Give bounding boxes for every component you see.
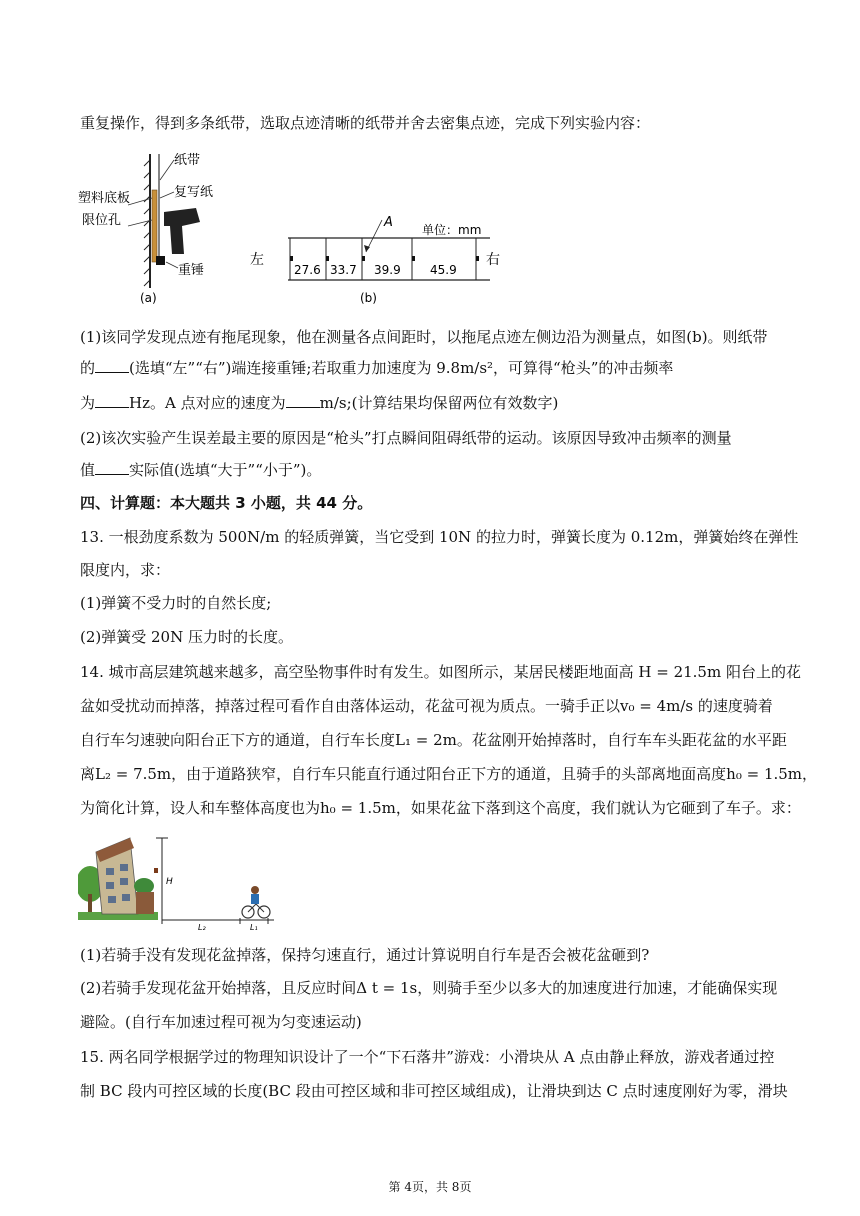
q14-line4: 离L₂ = 7.5m，由于道路狭窄，自行车只能直行通过阳台正下方的通道，且骑手的头部离地面高度h₀ = 1.5m， — [80, 765, 818, 783]
fig-a-label-zhidai: 纸带 — [174, 153, 201, 168]
fig-b-value-3: 39.9 — [374, 263, 401, 277]
q12-part2-line1: (2)该次实验产生误差最主要的原因是“枪头”打点瞬间阻碍纸带的运动。该原因导致冲击频率的测量 — [80, 429, 732, 447]
fig-a-label-fuxiezhi: 复写纸 — [174, 185, 214, 200]
q15-line2: 制 BC 段内可控区域的长度(BC 段由可控区域和非可控区域组成)，让滑块到达 C 点时速度刚好为零，滑块 — [80, 1082, 788, 1100]
q12-part2-line2-b: 实际值(选填“大于”“小于”)。 — [129, 461, 322, 479]
q14-line3: 自行车匀速驶向阳台正下方的通道，自行车长度L₁ = 2m。花盆刚开始掉落时，自行车车头距花盆的水平距 — [80, 731, 787, 749]
figure-a-apparatus — [78, 150, 248, 310]
answer-blank-4[interactable] — [95, 460, 129, 475]
intro-text: 重复操作，得到多条纸带，选取点迹清晰的纸带并舍去密集点迹，完成下列实验内容： — [80, 114, 651, 132]
q12-part1-line3-a: 为 — [80, 394, 96, 412]
section-4-heading: 四、计算题：本大题共 3 小题，共 44 分。 — [80, 494, 373, 512]
q13-line2: 限度内，求： — [80, 561, 171, 579]
q13-line4: (2)弹簧受 20N 压力时的长度。 — [80, 628, 293, 646]
q12-part1-line3 — [80, 392, 558, 414]
fig-b-unit: 单位：mm — [422, 223, 482, 237]
answer-blank-2[interactable] — [95, 393, 129, 408]
figure-b-tape — [250, 210, 510, 310]
q12-part1-line3-b: Hz。A 点对应的速度为 — [129, 394, 286, 412]
q14-line2: 盆如受扰动而掉落，掉落过程可看作自由落体运动，花盆可视为质点。一骑手正以v₀ = 4m/s 的速度骑着 — [80, 697, 773, 715]
q12-part1-line2-a: 的 — [80, 359, 96, 377]
q12-part2-line2-a: 值 — [80, 461, 96, 479]
q12-part1-line3-c: m/s;(计算结果均保留两位有效数字) — [319, 394, 559, 412]
q13-line3: (1)弹簧不受力时的自然长度; — [80, 594, 272, 612]
answer-blank-3[interactable] — [286, 393, 320, 408]
fig-b-caption: (b) — [360, 291, 377, 305]
fig-a-label-suliaodiban: 塑料底板 — [78, 191, 131, 206]
q12-part1-line2 — [80, 357, 673, 379]
q14-part2-line2: 避险。(自行车加速过程可视为匀变速运动) — [80, 1013, 362, 1031]
q14-fig-label-L1: L₁ — [250, 923, 258, 932]
q14-part2-line1: (2)若骑手发现花盆开始掉落，且反应时间Δ t = 1s，则骑手至少以多大的加速度进行加速，才能确保实现 — [80, 979, 778, 997]
fig-b-value-1: 27.6 — [294, 263, 321, 277]
q14-part1: (1)若骑手没有发现花盆掉落，保持匀速直行，通过计算说明自行车是否会被花盆砸到? — [80, 946, 650, 964]
q12-part1-line1: (1)该同学发现点迹有拖尾现象，他在测量各点间距时，以拖尾点迹左侧边沿为测量点，如图(b)。则纸带 — [80, 328, 768, 346]
q14-fig-label-L2: L₂ — [198, 923, 206, 932]
figure-q14-scene — [78, 832, 278, 932]
fig-b-value-4: 45.9 — [430, 263, 457, 277]
q15-line1: 15. 两名同学根据学过的物理知识设计了一个“下石落井”游戏：小滑块从 A 点由静止释放，游戏者通过控 — [80, 1048, 775, 1066]
fig-a-label-xianweikong: 限位孔 — [82, 213, 122, 228]
fig-b-point-label: A — [384, 215, 393, 230]
q14-fig-label-H: H — [166, 877, 173, 887]
page-footer: 第 4页，共 8页 — [388, 1180, 472, 1194]
q13-line1: 13. 一根劲度系数为 500N/m 的轻质弹簧，当它受到 10N 的拉力时，弹簧长度为 0.12m，弹簧始终在弹性 — [80, 528, 799, 546]
fig-a-label-zhongchui: 重锤 — [178, 263, 205, 278]
fig-b-right: 右 — [486, 252, 500, 268]
q12-part2-line2 — [80, 459, 321, 481]
fig-b-value-2: 33.7 — [330, 263, 357, 277]
q14-line5: 为简化计算，设人和车整体高度也为h₀ = 1.5m，如果花盆下落到这个高度，我们就认为它砸到了车子。求： — [80, 799, 801, 817]
q12-part1-line2-b: (选填“左”“右”)端连接重锤;若取重力加速度为 9.8m/s²，可算得“枪头”的冲击频率 — [129, 359, 674, 377]
fig-b-left: 左 — [250, 252, 264, 268]
fig-a-caption: (a) — [140, 291, 157, 305]
answer-blank-1[interactable] — [95, 358, 129, 373]
q14-line1: 14. 城市高层建筑越来越多，高空坠物事件时有发生。如图所示，某居民楼距地面高 H = 21.5m 阳台上的花 — [80, 663, 801, 681]
